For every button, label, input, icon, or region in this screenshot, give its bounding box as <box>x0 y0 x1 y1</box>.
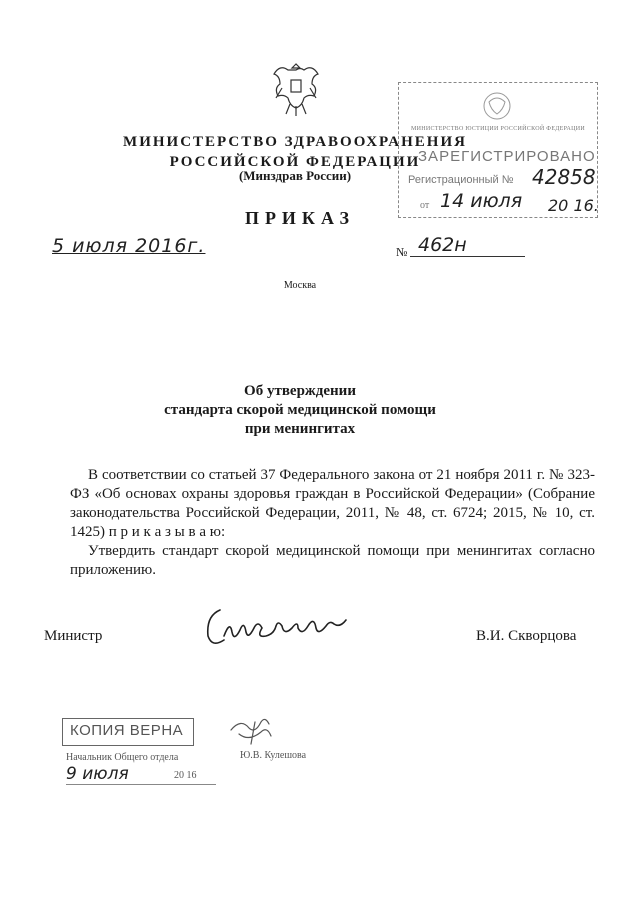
registration-title: ЗАРЕГИСТРИРОВАНО <box>418 148 596 165</box>
copy-stamp-name: Ю.В. Кулешова <box>240 750 307 761</box>
ministry-abbreviation: (Минздрав России) <box>238 168 352 183</box>
signatory-role: Министр <box>44 628 103 644</box>
registration-number: 42858 <box>532 165 596 189</box>
order-number-label: № <box>396 245 408 259</box>
registration-authority: МИНИСТЕРСТВО ЮСТИЦИИ РОССИЙСКОЙ ФЕДЕРАЦИИ <box>410 126 586 132</box>
body-paragraph-2: Утвердить стандарт скорой медицинской помощи при менингитах согласно приложению. <box>70 543 595 578</box>
subject-line-2: стандарта скорой медицинской помощи <box>164 402 436 418</box>
registration-year: 20 16. <box>548 196 599 215</box>
document-type: ПРИКАЗ <box>244 208 356 228</box>
subject-line-3: при менингитах <box>244 421 356 437</box>
handwritten-signature-icon <box>198 596 378 656</box>
coat-of-arms-icon <box>476 90 518 122</box>
body-paragraph-1: В соответствии со статьей 37 Федерального закона от 21 ноября 2011 г. № 323-ФЗ «Об основах охраны здоровья граждан в Российской Федерации» (Собрание законодательства Российской Федерации, 2011, № 48, ст. 6724; 2015, № 10, ст. 1425) п р и к а з ы в а ю: <box>70 467 595 540</box>
order-number-line <box>410 256 525 257</box>
copy-stamp-role: Начальник Общего отдела <box>66 752 179 763</box>
city: Москва <box>283 280 317 291</box>
subject-line-1: Об утверждении <box>244 383 356 399</box>
order-number: 462н <box>418 234 467 256</box>
coat-of-arms-icon <box>268 58 324 122</box>
copy-stamp-date-line <box>66 784 216 785</box>
copy-stamp-date: 9 июля <box>66 764 129 784</box>
ministry-line-1: МИНИСТЕРСТВО ЗДРАВООХРАНЕНИЯ <box>123 134 467 150</box>
handwritten-signature-icon <box>225 712 285 750</box>
registration-from-label: от <box>420 200 430 211</box>
signatory-name: В.И. Скворцова <box>476 628 577 644</box>
copy-stamp-title: КОПИЯ ВЕРНА <box>70 722 184 739</box>
copy-stamp-year: 20 16 <box>174 770 197 781</box>
order-date: 5 июля 2016г. <box>52 235 206 257</box>
registration-number-label: Регистрационный № <box>408 174 514 186</box>
document-subject <box>120 382 480 439</box>
ministry-line-2: РОССИЙСКОЙ ФЕДЕРАЦИИ <box>169 154 421 170</box>
registration-date: 14 июля <box>440 190 523 212</box>
